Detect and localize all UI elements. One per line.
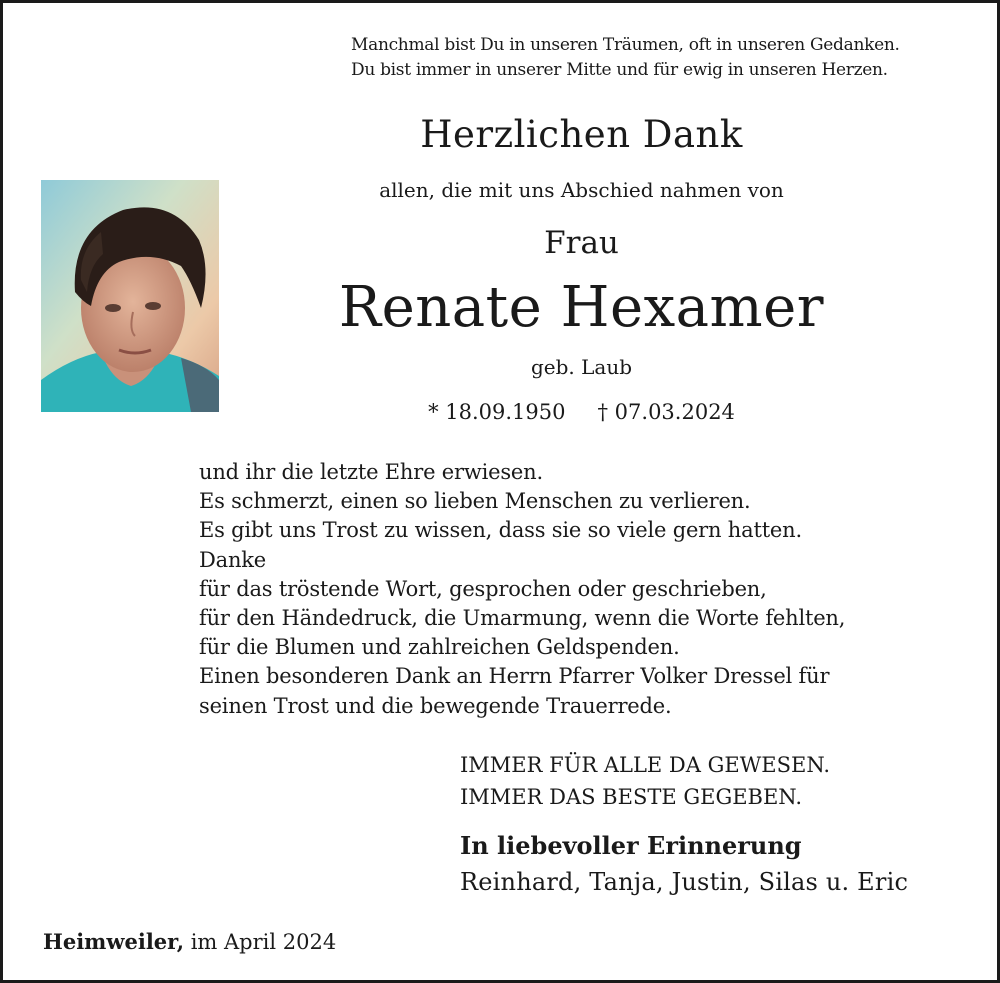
memory-label: In liebevoller Erinnerung (460, 831, 802, 860)
place-and-date (43, 929, 336, 954)
text-line: Es gibt uns Trost zu wissen, dass sie so viele gern hatten. (199, 518, 802, 543)
text-line: Danke (199, 547, 267, 572)
motto-line: Manchmal bist Du in unseren Träumen, oft in unseren Gedanken. (351, 35, 900, 55)
thank-you-heading: Herzlichen Dank (420, 113, 743, 156)
motto-verse (351, 33, 963, 83)
text-line: Es schmerzt, einen so lieben Menschen zu verlieren. (199, 489, 751, 514)
text-line: und ihr die letzte Ehre erwiesen. (199, 460, 543, 484)
intro-line: allen, die mit uns Abschied nahmen von (379, 178, 784, 202)
text-line: für das tröstende Wort, gesprochen oder geschrieben, (199, 576, 767, 601)
family-names: Reinhard, Tanja, Justin, Silas u. Eric (460, 868, 909, 896)
portrait-illustration (41, 180, 219, 412)
deceased-name: Renate Hexamer (338, 275, 825, 340)
portrait-photo (41, 180, 219, 412)
thank-you-text (199, 458, 959, 721)
notice-date: im April 2024 (190, 930, 337, 954)
salutation: Frau (544, 225, 619, 261)
motto-line: Du bist immer in unserer Mitte und für ewig in unseren Herzen. (351, 60, 888, 80)
closing-line: IMMER FÜR ALLE DA GEWESEN. (460, 753, 831, 777)
place-name: Heimweiler, (43, 929, 185, 954)
text-line: für die Blumen und zahlreichen Geldspenden. (199, 635, 680, 660)
closing-line: IMMER DAS BESTE GEGEBEN. (460, 785, 803, 809)
maiden-name: geb. Laub (530, 355, 633, 379)
death-date: † 07.03.2024 (597, 400, 735, 424)
birth-date: * 18.09.1950 (428, 400, 566, 424)
text-line: für den Händedruck, die Umarmung, wenn die Worte fehlten, (199, 606, 846, 631)
text-line: Einen besonderen Dank an Herrn Pfarrer Volker Dressel für (199, 664, 830, 689)
text-line: seinen Trost und die bewegende Trauerrede. (199, 693, 672, 718)
closing-statement (460, 749, 830, 813)
